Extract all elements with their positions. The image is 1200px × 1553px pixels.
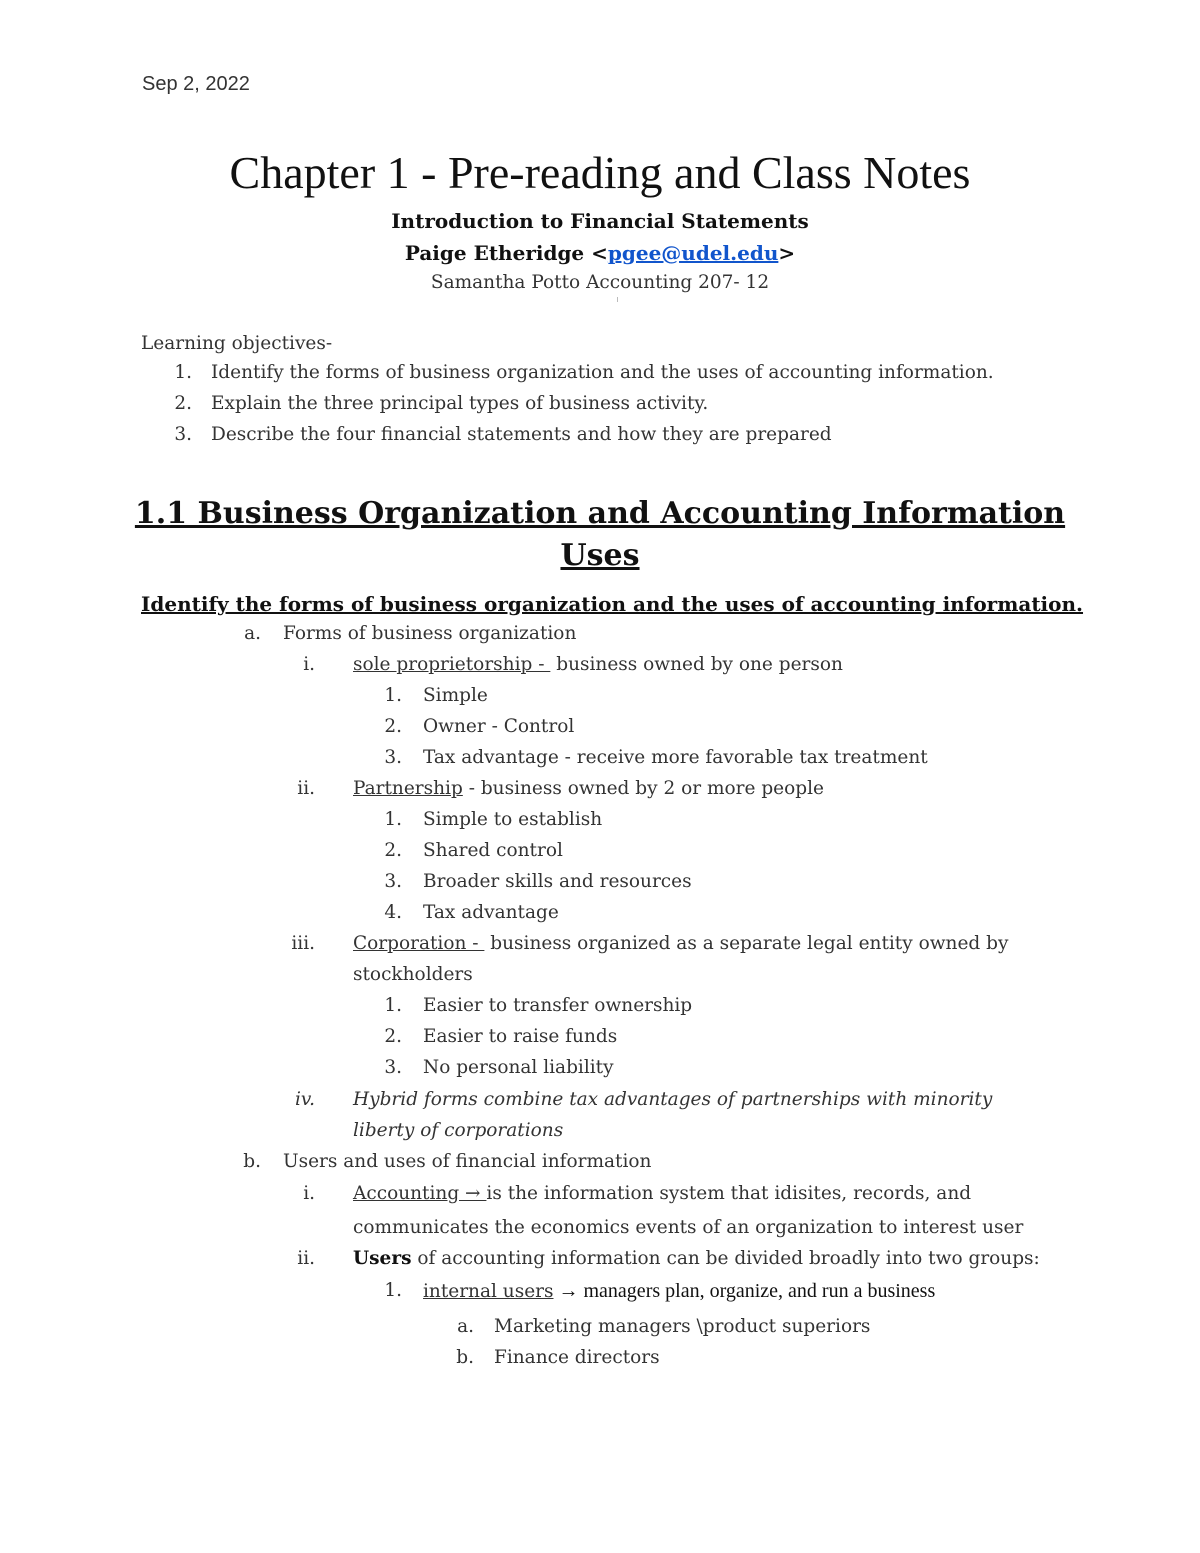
objective-text: Identify the forms of business organization and the uses of accounting information.	[211, 362, 994, 383]
outline-text	[353, 778, 824, 799]
list-item-text: Easier to transfer ownership	[423, 995, 693, 1016]
section-heading: 1.1 Business Organization and Accounting Information	[134, 496, 1066, 531]
document-title: Chapter 1 - Pre-reading and Class Notes	[229, 147, 971, 198]
outline-item-a-i	[0, 654, 1200, 684]
outline-text	[353, 654, 843, 675]
outline-item-a-iv	[0, 1089, 1200, 1119]
outline-item-a-iii	[0, 933, 1200, 963]
list-marker: a.	[244, 623, 261, 644]
list-item	[0, 1316, 1200, 1346]
list-item	[0, 1057, 1200, 1087]
list-item-text: Finance directors	[494, 1347, 660, 1368]
author-email-link[interactable]: pgee@udel.edu	[607, 241, 779, 265]
definition-text: business organized as a separate legal entity owned by	[484, 933, 1009, 954]
list-item	[0, 995, 1200, 1025]
outline-text-cont: liberty of corporations	[353, 1120, 564, 1141]
outline-item-a-ii	[0, 778, 1200, 808]
document-date: Sep 2, 2022	[142, 73, 250, 95]
term-partnership: Partnership	[353, 778, 463, 799]
outline-item-internal-users	[0, 1280, 1200, 1312]
objective-text: Describe the four financial statements and how they are prepared	[211, 424, 832, 445]
list-item	[0, 747, 1200, 777]
list-item	[0, 1347, 1200, 1377]
list-item	[0, 809, 1200, 839]
outline-text: Hybrid forms combine tax advantages of partnerships with minority	[353, 1089, 993, 1110]
list-item	[0, 840, 1200, 870]
list-item	[0, 685, 1200, 715]
section-heading-cont: Uses	[560, 538, 640, 573]
list-marker: 1.	[384, 1280, 402, 1301]
objective-item	[0, 393, 1200, 423]
section-subheading: Identify the forms of business organization and the uses of accounting information.	[141, 592, 1084, 616]
term-accounting: Accounting →	[353, 1183, 487, 1204]
list-item	[0, 871, 1200, 901]
outline-item-b-i	[0, 1183, 1200, 1215]
list-marker: 2.	[384, 1026, 402, 1047]
term-internal-users: internal users	[423, 1281, 554, 1302]
objective-item	[0, 362, 1200, 392]
outline-text: Users and uses of financial information	[283, 1151, 652, 1172]
list-item-text: Shared control	[423, 840, 563, 861]
author-line	[0, 241, 1200, 265]
outline-text-cont: stockholders	[353, 964, 473, 985]
list-item-text: Simple to establish	[423, 809, 603, 830]
term-users: Users	[353, 1248, 412, 1269]
objective-item	[0, 424, 1200, 454]
list-item-text: Easier to raise funds	[423, 1026, 618, 1047]
list-marker: 3.	[384, 1057, 402, 1078]
objective-text: Explain the three principal types of business activity.	[211, 393, 709, 414]
list-marker: 2.	[174, 393, 192, 414]
email-open: <	[591, 241, 608, 265]
document-subtitle: Introduction to Financial Statements	[391, 209, 809, 233]
definition-text: → managers plan, organize, and run a business	[553, 1280, 936, 1302]
outline-item-b-ii	[0, 1248, 1200, 1278]
list-item-text: No personal liability	[423, 1057, 614, 1078]
term-corporation: Corporation -	[353, 933, 485, 954]
definition-text: - business owned by 2 or more people	[462, 778, 824, 799]
list-item	[0, 902, 1200, 932]
term-sole-proprietorship: sole proprietorship -	[353, 654, 551, 675]
email-close: >	[778, 241, 796, 265]
list-item-text: Broader skills and resources	[423, 871, 692, 892]
list-marker: 1.	[384, 995, 402, 1016]
list-marker: i.	[303, 654, 315, 675]
cursor-mark	[617, 297, 618, 302]
list-marker: 3.	[384, 747, 402, 768]
list-marker: 4.	[384, 902, 402, 923]
outline-text: Forms of business organization	[283, 623, 577, 644]
list-item-text: Tax advantage - receive more favorable tax treatment	[423, 747, 928, 768]
list-marker: i.	[303, 1183, 315, 1204]
list-marker: a.	[457, 1316, 474, 1337]
list-marker: b.	[456, 1347, 474, 1368]
author-name: Paige Etheridge	[404, 241, 585, 265]
list-item-text: Marketing managers \product superiors	[494, 1316, 871, 1337]
outline-item-b	[0, 1151, 1200, 1181]
outline-text	[353, 1248, 1040, 1269]
list-marker: 2.	[384, 716, 402, 737]
list-marker: ii.	[297, 1248, 315, 1269]
definition-text: of accounting information can be divided broadly into two groups:	[411, 1248, 1040, 1269]
outline-item-a	[0, 623, 1200, 653]
objectives-label: Learning objectives-	[141, 333, 333, 354]
outline-text	[353, 1183, 971, 1204]
list-marker: 1.	[384, 809, 402, 830]
outline-text-cont: communicates the economics events of an organization to interest user	[353, 1217, 1024, 1238]
definition-text: business owned by one person	[550, 654, 843, 675]
list-marker: 3.	[384, 871, 402, 892]
list-item-text: Simple	[423, 685, 488, 706]
list-item-text: Tax advantage	[423, 902, 559, 923]
list-marker: 2.	[384, 840, 402, 861]
list-marker: 1.	[174, 362, 192, 383]
list-marker: 3.	[174, 424, 192, 445]
list-marker: ii.	[297, 778, 315, 799]
outline-text	[423, 1280, 935, 1303]
list-marker: iv.	[294, 1089, 315, 1110]
list-marker: 1.	[384, 685, 402, 706]
list-item-text: Owner - Control	[423, 716, 575, 737]
list-item	[0, 716, 1200, 746]
list-marker: b.	[243, 1151, 261, 1172]
course-line: Samantha Potto Accounting 207- 12	[430, 272, 770, 293]
outline-text	[353, 933, 1008, 954]
list-marker: iii.	[291, 933, 315, 954]
list-item	[0, 1026, 1200, 1056]
definition-text: is the information system that idisites, records, and	[486, 1183, 972, 1204]
